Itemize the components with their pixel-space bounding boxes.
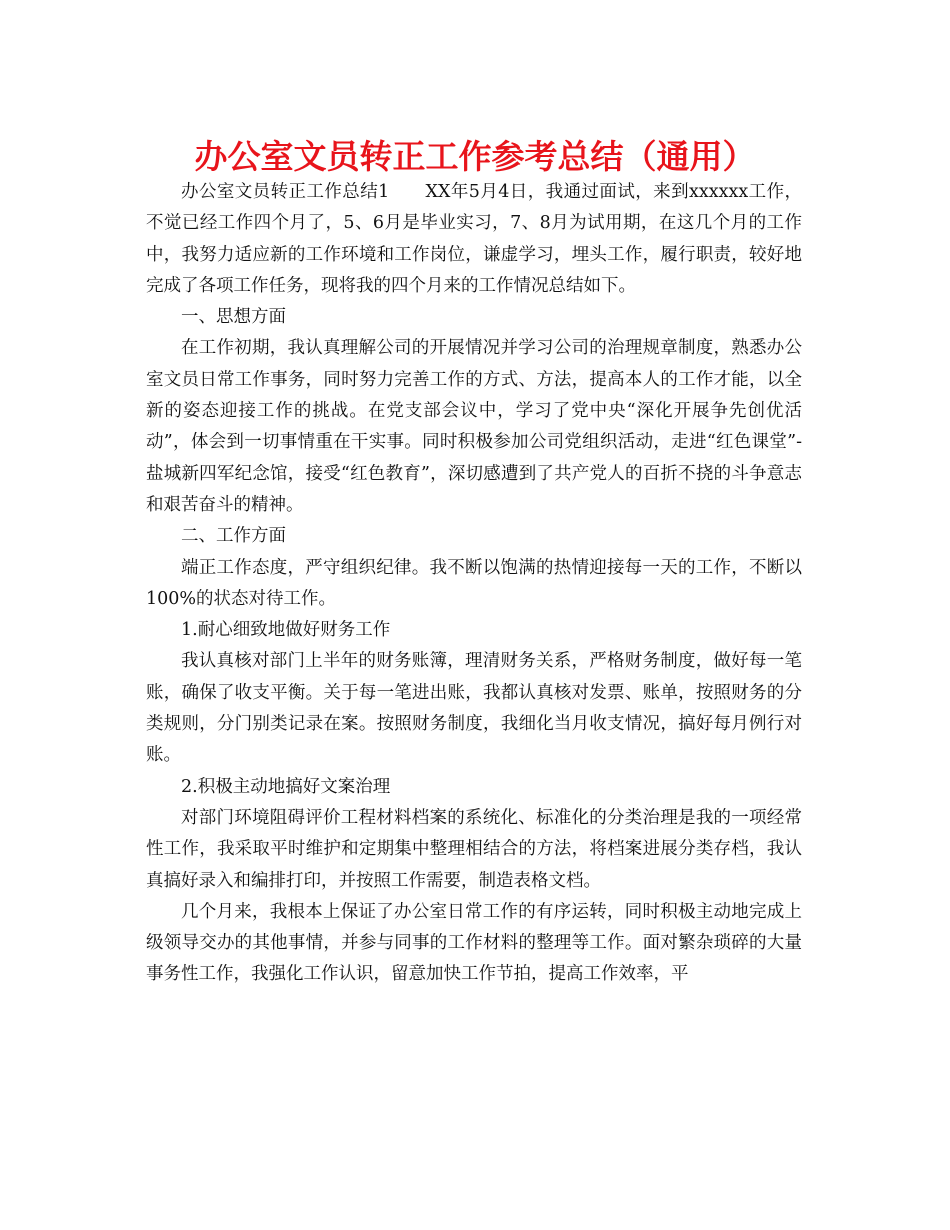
paragraph-work-attitude: 端正工作态度，严守组织纪律。我不断以饱满的热情迎接每一天的工作，不断以100%的状态对待工作。 [146,557,802,609]
paragraph-documents: 对部门环境阻碍评价工程材料档案的系统化、标准化的分类治理是我的一项经常性工作，我采取平时维护和定期集中整理相结合的方法，将档案进展分类存档，我认真搞好录入和编排打印，并按照工作需要，制造表格文档。 [146,807,802,891]
paragraph-summary: 几个月来，我根本上保证了办公室日常工作的有序运转，同时积极主动地完成上级领导交办的其他事情，并参与同事的工作材料的整理等工作。面对繁杂琐碎的大量事务性工作，我强化工作认识，留意加快工作节拍，提高工作效率，平 [146,901,802,985]
section-heading-thought: 一、思想方面 [181,307,286,328]
paragraph-intro: 办公室文员转正工作总结1 XX年5月4日，我通过面试，来到xxxxxx工作，不觉已经工作四个月了，5、6月是毕业实习，7、8月为试用期，在这几个月的工作中，我努力适应新的工作环境和工作岗位，谦虚学习，埋头工作，履行职责，较好地完成了各项工作任务，现将我的四个月来的工作情况总结如下。 [146,182,802,296]
paragraph-finance: 我认真核对部门上半年的财务账簿，理清财务关系，严格财务制度，做好每一笔账，确保了收支平衡。关于每一笔进出账，我都认真核对发票、账单，按照财务的分类规则，分门别类记录在案。按照财务制度，我细化当月收支情况，搞好每月例行对账。 [146,651,802,766]
document-title: 办公室文员转正工作参考总结（通用） [194,137,756,176]
paragraph-thought: 在工作初期，我认真理解公司的开展情况并学习公司的治理规章制度，熟悉办公室文员日常工作事务，同时努力完善工作的方式、方法，提高本人的工作才能，以全新的姿态迎接工作的挑战。在党支部会议中，学习了党中央“深化开展争先创优活动”，体会到一切事情重在干实事。同时积极参加公司党组织活动，走进“红色课堂”-盐城新四军纪念馆，接受“红色教育”，深切感遭到了共产党人的百折不挠的斗争意志和艰苦奋斗的精神。 [146,338,802,515]
subheading-finance: 1.耐心细致地做好财务工作 [181,620,391,641]
document-body [146,177,802,991]
section-heading-work: 二、工作方面 [181,526,286,547]
subheading-documents: 2.积极主动地搞好文案治理 [181,776,391,797]
